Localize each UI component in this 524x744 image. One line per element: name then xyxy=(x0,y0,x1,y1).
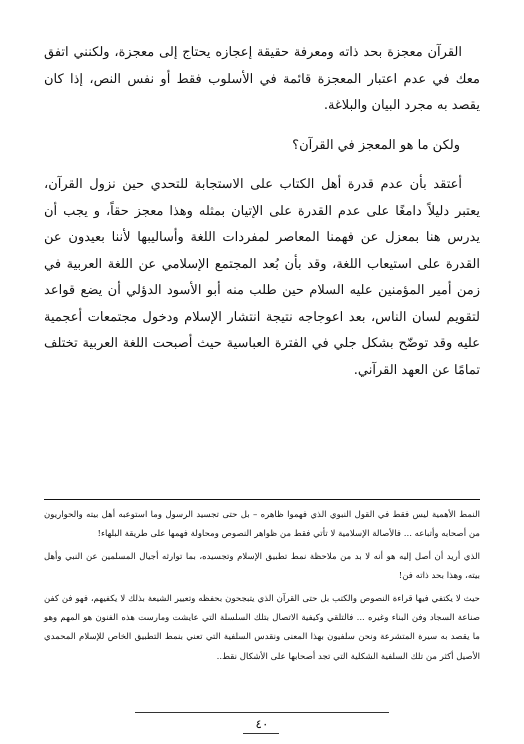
main-text xyxy=(44,40,480,384)
footnote-1: النمط الأهمية ليس فقط في القول النبوي الذي فهموا ظاهره – بل حتى تجسيد الرسول وما استوعبه أهل بيته والحواريون من أصحابه وأتباعه ... فالأصالة الإسلامية لا تأتي فقط من ظواهر النصوص ومحاولة فهمها على طريقة البلهاء! xyxy=(44,510,480,540)
footnotes xyxy=(44,506,480,667)
paragraph-1: القرآن معجزة بحد ذاته ومعرفة حقيقة إعجازه يحتاج إلى معجزة، ولكنني اتفق معك في عدم اعتبار المعجزة قائمة في الأسلوب فقط أو نفس النص، إذا كان يقصد به مجرد البيان والبلاغة. xyxy=(44,45,480,113)
footnote-2: الذي أريد أن أصل إليه هو أنه لا بد من ملاحظة نمط تطبيق الإسلام وتجسيده، بما توارثه أجيال المسلمين عن النبي وأهل بيته، وهذا بحد ذاته فن! xyxy=(44,551,480,582)
page-number: ٤٠ xyxy=(255,717,269,731)
page-number-underline xyxy=(243,733,279,734)
footnote-separator xyxy=(44,499,480,500)
paragraph-2: أعتقد بأن عدم قدرة أهل الكتاب على الاستجابة للتحدي حين نزول القرآن، يعتبر دليلاً دامغًا على عدم القدرة على الإتيان بمثله وهذا معجز حقاً، و يجب أن يدرس هنا بمعزل عن فهمنا المعاصر لمفردات اللغة وأساليبها لأننا بعيدون عن القدرة على استيعاب اللغة، وقد بأن بُعد المجتمع الإسلامي عن اللغة العربية في زمن أمير المؤمنين عليه السلام حين طلب منه أبو الأسود الدؤلي أن يضع قواعد لتقويم لسان الناس، بعد اعوجاجه نتيجة انتشار الإسلام ودخول مجتمعات أعجمية عليه وقد توضّح بشكل جلي في الفترة العباسية حيث أصبحت اللغة العربية تختلف تمامًا عن العهد القرآني. xyxy=(44,177,480,378)
question-heading: ولكن ما هو المعجز في القرآن؟ xyxy=(292,137,460,153)
footnote-3: حيث لا يكتفي فيها قراءة النصوص والكتب بل حتى القرآن الذي يتبجحون بحفظه وتعيير الشيعة بذلك لا يكفيهم، فهو فن كفن صناعة السجاد وفن البناء وغيره ... فالتلقي وكيفية الاتصال بتلك السلسلة التي عايشت ومارست هذه الفنون هو المهم وهو ما يقصد به سيرة المتشرعة ونحن سلفيون بهذا المعنى ونقدس السلفية التي تعني بنمط التطبيق الخاص للإسلام المحمدي الأصيل أكثر من تلك السلفية الشكلية التي تجد أصحابها على الأشكال نقط.. xyxy=(44,593,480,662)
page-number-rule xyxy=(135,712,389,713)
